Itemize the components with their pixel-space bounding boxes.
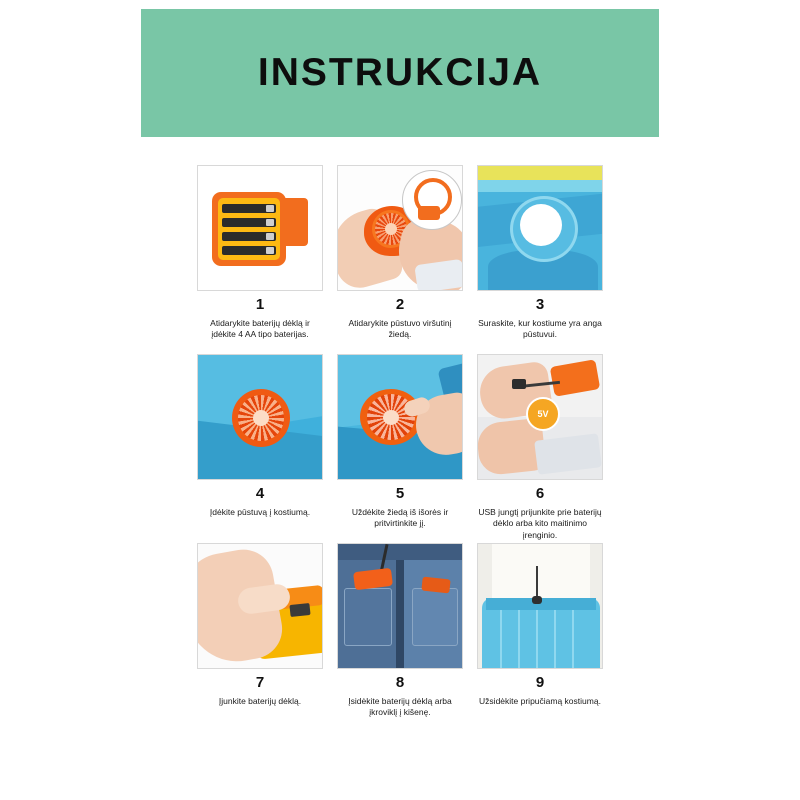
voltage-badge: 5V <box>526 397 560 431</box>
step-number: 3 <box>535 296 545 313</box>
step-caption: Uždėkite žiedą iš išorės ir pritvirtinkite jį. <box>351 507 449 529</box>
step-item <box>470 354 610 543</box>
step-item <box>330 543 470 732</box>
page-title: INSTRUKCIJA <box>257 51 543 94</box>
header-banner <box>141 9 659 137</box>
step-number: 7 <box>255 674 265 691</box>
step-item <box>330 354 470 543</box>
illustration <box>198 544 322 668</box>
illustration <box>478 355 602 479</box>
step-item <box>190 543 330 732</box>
step-item <box>470 543 610 732</box>
step-caption: Užsidėkite pripučiamą kostiumą. <box>479 696 601 706</box>
illustration <box>478 166 602 290</box>
power-switch-photo <box>197 543 323 669</box>
step-number: 8 <box>395 674 405 691</box>
step-number: 9 <box>535 674 545 691</box>
illustration <box>198 355 322 479</box>
usb-connection-photo <box>477 354 603 480</box>
illustration <box>198 166 322 290</box>
step-caption: Įjunkite baterijų dėklą. <box>218 696 302 706</box>
illustration <box>338 355 462 479</box>
step-number: 1 <box>255 296 265 313</box>
wear-suit-photo <box>477 543 603 669</box>
insert-blower-photo <box>197 354 323 480</box>
step-caption: Suraskite, kur kostiume yra anga pūstuvui. <box>478 318 602 340</box>
attach-ring-photo <box>337 354 463 480</box>
illustration <box>338 544 462 668</box>
step-number: 4 <box>255 485 265 502</box>
blower-top-ring-photo <box>337 165 463 291</box>
steps-grid <box>190 165 610 732</box>
step-item <box>470 165 610 354</box>
step-item <box>190 354 330 543</box>
step-number: 5 <box>395 485 405 502</box>
step-caption: USB jungtį prijunkite prie baterijų dėklo arba kito maitinimo įrenginio. <box>478 507 602 540</box>
pocket-placement-photo <box>337 543 463 669</box>
illustration <box>338 166 462 290</box>
step-caption: Įsidėkite baterijų dėklą arba įkroviklį į kišenę. <box>348 696 452 718</box>
step-caption: Įdėkite pūstuvą į kostiumą. <box>209 507 311 517</box>
illustration <box>478 544 602 668</box>
step-number: 2 <box>395 296 405 313</box>
step-caption: Atidarykite baterijų dėklą ir įdėkite 4 AA tipo baterijas. <box>210 318 310 340</box>
step-caption: Atidarykite pūstuvo viršutinį žiedą. <box>348 318 452 340</box>
step-number: 6 <box>535 485 545 502</box>
battery-compartment-photo <box>197 165 323 291</box>
step-item <box>330 165 470 354</box>
suit-opening-photo <box>477 165 603 291</box>
step-item <box>190 165 330 354</box>
